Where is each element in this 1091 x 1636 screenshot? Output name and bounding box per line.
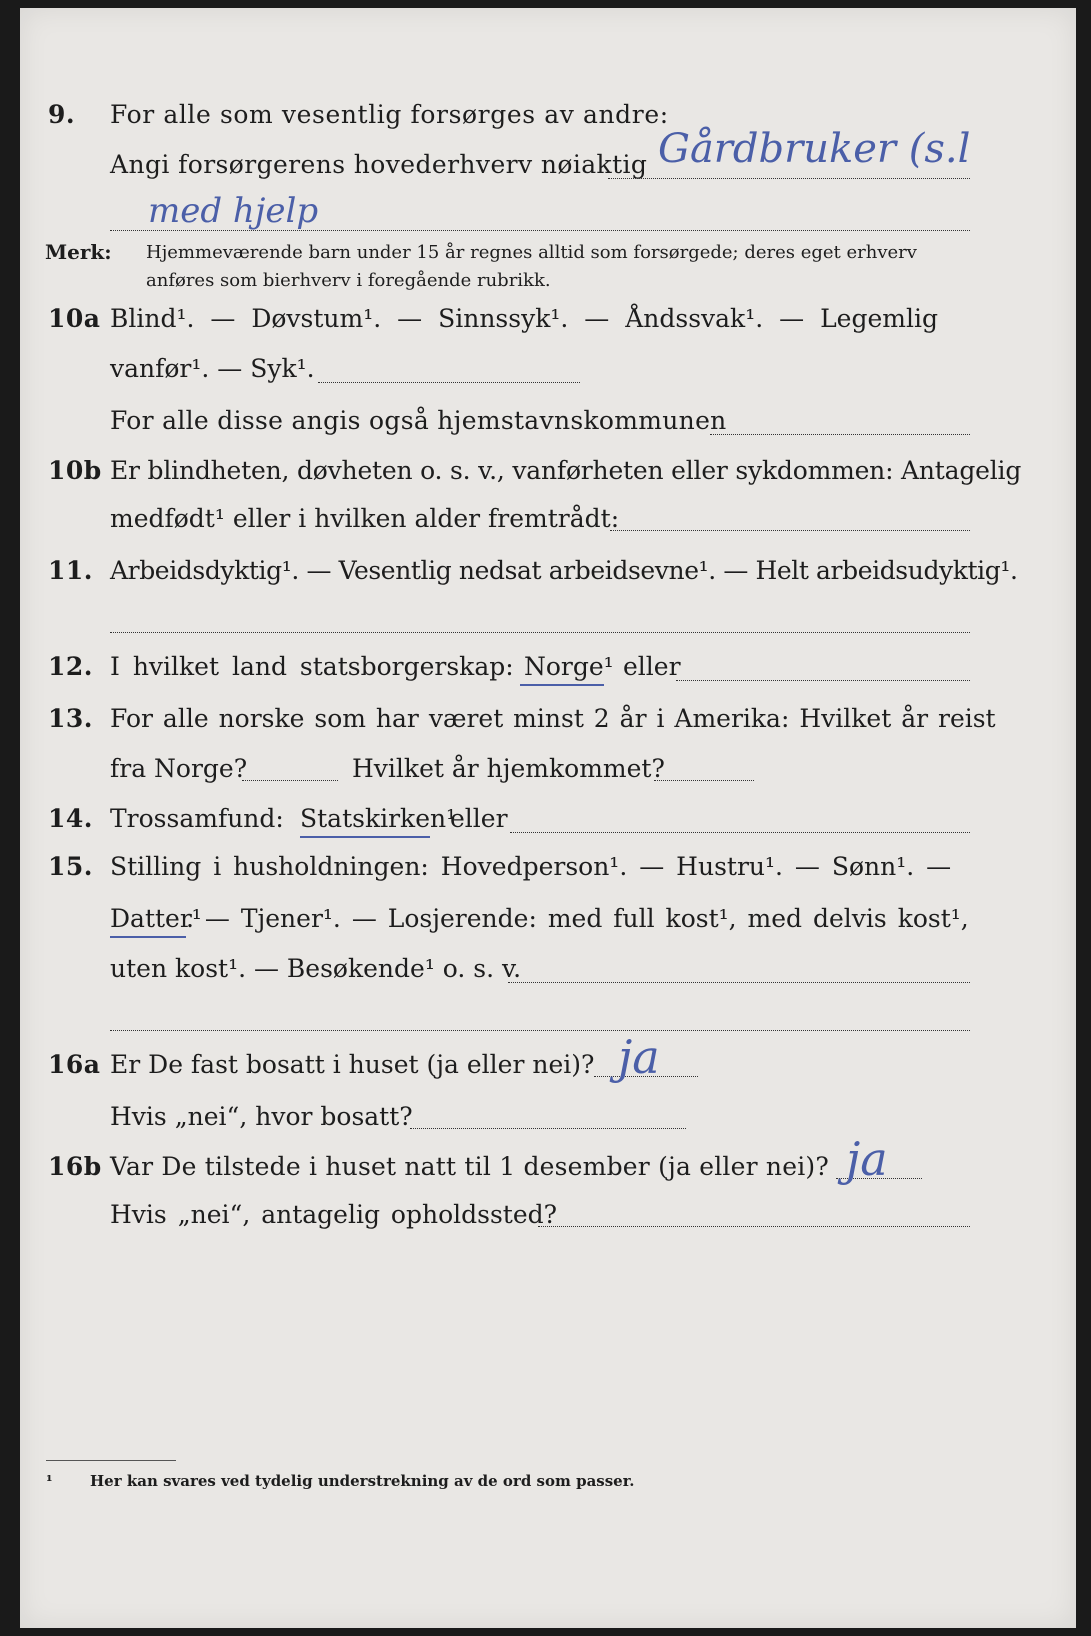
q11-answer-line: [110, 632, 970, 633]
q11-line1: Arbeidsdyktig¹. — Vesentlig nedsat arbeidsevne¹. — Helt arbeidsudyktig¹.: [110, 556, 1018, 585]
q12-tail: eller: [623, 652, 681, 681]
q9-number: 9.: [48, 100, 76, 129]
q15-option-datter: Datter¹: [110, 904, 202, 933]
q15-answer-line-2: [110, 1030, 970, 1031]
q12-text: I hvilket land statsborgerskap:: [110, 652, 514, 681]
footnote-rule: [46, 1460, 176, 1461]
q16a-handwritten-answer: ja: [618, 1030, 660, 1084]
q10a-line2: vanfør¹. — Syk¹.: [110, 354, 315, 383]
q15-answer-line: [508, 982, 970, 983]
q10a-answer-line: [318, 382, 580, 383]
census-form-page: [20, 8, 1076, 1628]
q13-line2b: Hvilket år hjemkommet?: [352, 754, 665, 783]
q16a-line2: Hvis „nei“, hvor bosatt?: [110, 1102, 413, 1131]
q10a-municipality-line: [710, 434, 970, 435]
q15-number: 15.: [48, 852, 93, 881]
q10b-answer-line: [610, 530, 970, 531]
q16a-number: 16a: [48, 1050, 101, 1079]
q16b-line2: Hvis „nei“, antagelig opholdssted?: [110, 1200, 558, 1229]
q16b-answer-line-2: [538, 1226, 970, 1227]
footnote-text: Her kan svares ved tydelig understrekning av de ord som passer.: [90, 1472, 635, 1490]
q13-number: 13.: [48, 704, 93, 733]
q14-number: 14.: [48, 804, 93, 833]
q9-line1: For alle som vesentlig forsørges av andre:: [110, 100, 669, 129]
q14-text: Trossamfund:: [110, 804, 284, 833]
q13-departure-year-line: [242, 780, 338, 781]
q9-line2: Angi forsørgerens hovederhverv nøiaktig: [110, 150, 648, 179]
merk-line2: anføres som bierhverv i foregående rubrikk.: [146, 270, 551, 291]
q14-answer-line: [510, 832, 970, 833]
q10b-line2: medfødt¹ eller i hvilken alder fremtrådt:: [110, 504, 620, 533]
q15-line3: uten kost¹. — Besøkende¹ o. s. v.: [110, 954, 522, 983]
q9-handwritten-answer-2: med hjelp: [148, 191, 319, 231]
q12-number: 12.: [48, 652, 93, 681]
q9-handwritten-answer: Gårdbruker (s.l: [658, 126, 971, 172]
q10a-number: 10a: [48, 304, 101, 333]
q16b-line1: Var De tilstede i huset natt til 1 desember (ja eller nei)?: [110, 1152, 829, 1181]
q16b-handwritten-answer: ja: [846, 1132, 888, 1186]
q13-line1: For alle norske som har været minst 2 år i Amerika: Hvilket år reist: [110, 704, 996, 733]
q11-number: 11.: [48, 556, 93, 585]
q16b-number: 16b: [48, 1152, 102, 1181]
q10a-line1: Blind¹. — Døvstum¹. — Sinnssyk¹. — Åndssvak¹. — Legemlig: [110, 304, 938, 333]
q16a-line1: Er De fast bosatt i huset (ja eller nei)?: [110, 1050, 595, 1079]
q15-line1: Stilling i husholdningen: Hovedperson¹. — Hustru¹. — Sønn¹. —: [110, 852, 952, 881]
q14-tail: eller: [450, 804, 508, 833]
q9-answer-line: [608, 178, 970, 179]
q13-line2a: fra Norge?: [110, 754, 248, 783]
merk-line1: Hjemmeværende barn under 15 år regnes alltid som forsørgede; deres eget erhverv: [146, 242, 917, 263]
q13-return-year-line: [654, 780, 754, 781]
footnote-mark: ¹: [46, 1472, 53, 1490]
merk-label: Merk:: [45, 240, 112, 264]
q10b-number: 10b: [48, 456, 102, 485]
q12-option-norge: Norge¹: [524, 652, 614, 681]
q10b-line1: Er blindheten, døvheten o. s. v., vanførheten eller sykdommen: Antagelig: [110, 456, 1022, 485]
q16a-residence-line: [410, 1128, 686, 1129]
q10a-line3: For alle disse angis også hjemstavnskommunen: [110, 406, 727, 435]
q12-underline-mark: [520, 684, 604, 686]
q12-answer-line: [676, 680, 970, 681]
q15-line2: . — Tjener¹. — Losjerende: med full kost¹, med delvis kost¹,: [186, 904, 969, 933]
q15-underline-mark: [110, 936, 186, 938]
q14-underline-mark: [300, 836, 430, 838]
q14-option-statskirken: Statskirken¹: [300, 804, 457, 833]
